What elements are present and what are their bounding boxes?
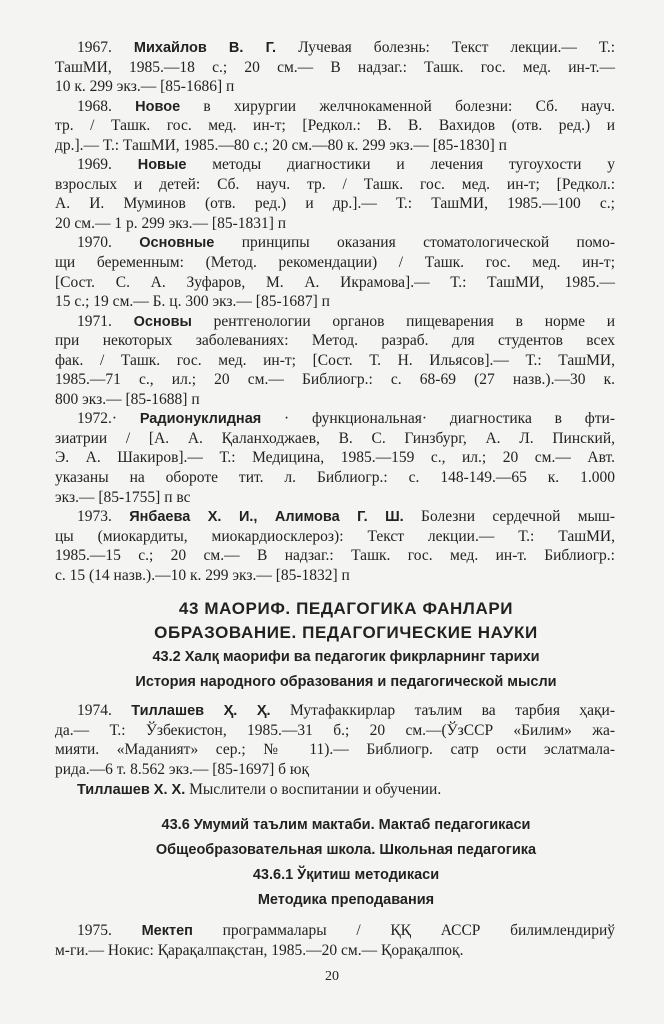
- bibliography-entry: [55, 38, 615, 97]
- entry-line: [55, 780, 615, 800]
- entry-line: [55, 312, 615, 332]
- entry-text: в хирургии желчнокаменной болезни: Сб. науч.: [180, 97, 615, 115]
- entry-text: щи беременным: (Метод. рекомендации) / Ташк. гос. мед. ин-т;: [55, 254, 615, 272]
- entry-text: 1970.: [77, 234, 140, 252]
- entry-text: [Сост. С. А. Зуфаров, М. А. Икрамова].— Т.: ТашМИ, 1985.—: [55, 273, 615, 291]
- entry-heading-text: Основные: [139, 235, 215, 252]
- entry-heading-text: Тиллашев Х. Х.: [77, 781, 186, 798]
- entry-line: [55, 155, 615, 175]
- entry-line: [55, 546, 615, 566]
- entry-line: [55, 429, 615, 449]
- entry-text: Лучевая болезнь: Текст лекции.— Т.:: [276, 39, 615, 56]
- entry-line: [55, 97, 615, 117]
- entry-text: ТашМИ, 1985.—18 с.; 20 см.— В надзаг.: Ташк. гос. мед. ин-т.—: [55, 58, 615, 76]
- entry-text: фак. / Ташк. гос. мед. ин-т; [Сост. Т. Н. Ильясов].— Т.: ТашМИ,: [55, 351, 615, 369]
- entry-heading-text: Янбаева Х. И., Алимова Г. Ш.: [129, 509, 404, 526]
- entry-text: Мутафаккирлар таълим ва тарбия ҳақи-: [270, 702, 615, 720]
- bibliography-entry: [55, 97, 615, 156]
- entry-text: 1975.: [77, 922, 142, 940]
- entry-text: Болезни сердечной мыш-: [403, 508, 616, 526]
- entry-text: 1974.: [77, 702, 132, 720]
- entry-line: [55, 233, 615, 253]
- entry-text: указаны на обороте тит. л. Библиогр.: с. 148-149.—65 к. 1.000: [55, 469, 615, 487]
- entry-text: 15 с.; 19 см.— Б. ц. 300 экз.— [85-1687] п: [55, 293, 330, 311]
- entry-text: 1985.—15 с.; 20 см.— В надзаг.: Ташк. гос. мед. ин-т. Библиогр.:: [55, 547, 615, 565]
- entry-line: [55, 566, 615, 586]
- entry-line: [55, 77, 615, 97]
- entry-line: [55, 740, 615, 760]
- entry-line: [55, 38, 615, 58]
- entry-line: [55, 214, 615, 234]
- entry-text: 1985.—71 с., ил.; 20 см.— Библиогр.: с. 68-69 (27 назв.).—30 к.: [55, 371, 615, 389]
- entry-text: 1968.: [77, 97, 136, 115]
- entry-line: [55, 331, 615, 351]
- entry-text: Мыслители о воспитании и обучении.: [185, 780, 442, 798]
- bibliography-page: [55, 38, 615, 960]
- entry-line: [55, 292, 615, 312]
- entry-text: 1972.·: [77, 410, 140, 428]
- entry-heading-text: Новое: [135, 98, 181, 115]
- entry-text: др.].— Т.: ТашМИ, 1985.—80 с.; 20 см.—80 к. 299 экз.— [85-1830] п: [55, 136, 507, 154]
- entry-line: [55, 760, 615, 780]
- entry-line: [55, 448, 615, 468]
- subsection-title: 43.6.1 Ўқитиш методикаси: [252, 867, 440, 884]
- bibliography-entry: [55, 409, 615, 507]
- entry-line: [55, 175, 615, 195]
- entry-line: [55, 468, 615, 488]
- entry-text: рида.—6 т. 8.562 экз.— [85-1697] б юқ: [55, 760, 310, 778]
- entry-text: А. И. Муминов (отв. ред.) и др.].— Т.: ТашМИ, 1985.—100 с.;: [55, 195, 615, 213]
- entry-text: 1967.: [77, 39, 134, 56]
- entry-text: методы диагностики и лечения тугоухости у: [186, 156, 616, 174]
- subsection-title: Общеобразовательная школа. Школьная педагогика: [155, 842, 537, 859]
- entry-line: [55, 136, 615, 156]
- entry-line: [55, 721, 615, 741]
- entry-text: 10 к. 299 экз.— [85-1686] п: [55, 78, 235, 96]
- bibliography-entry: [55, 507, 615, 585]
- entry-heading-text: Основы: [133, 313, 192, 330]
- page-number: 20: [325, 969, 339, 984]
- entry-line: [55, 527, 615, 547]
- entry-text: 20 см.— 1 р. 299 экз.— [85-1831] п: [55, 214, 287, 232]
- entry-text: мияти. «Маданият» сер.; № 11).— Библиогр. сатр ости эслатмала-: [55, 741, 615, 759]
- entry-line: [55, 58, 615, 78]
- entry-line: [55, 370, 615, 390]
- entry-text: 800 экз.— [85-1688] п: [55, 390, 200, 408]
- entry-text: при некоторых заболеваниях: Метод. разраб. для студентов всех: [55, 332, 615, 350]
- entry-text: с. 15 (14 назв.).—10 к. 299 экз.— [85-1832] п: [55, 566, 350, 584]
- entry-heading-text: Новые: [137, 157, 187, 174]
- entry-text: да.— Т.: Ўзбекистон, 1985.—31 б.; 20 см.—(ЎзССР «Билим» жа-: [55, 721, 615, 739]
- entry-heading-text: Тиллашев Ҳ. Ҳ.: [131, 703, 271, 720]
- entry-text: 1969.: [77, 156, 138, 174]
- entry-line: [55, 273, 615, 293]
- entry-line: [55, 351, 615, 371]
- entry-text: · функциональная· диагностика в фти-: [261, 410, 615, 428]
- entry-heading-text: Михайлов В. Г.: [133, 40, 277, 56]
- subsection-title: 43.6 Умумий таълим мактаби. Мактаб педагогикаси: [161, 817, 531, 834]
- bibliography-entry: [55, 155, 615, 233]
- bibliography-entry: [55, 312, 615, 410]
- entry-text: 1973.: [77, 508, 130, 526]
- entry-text: 1971.: [77, 312, 134, 330]
- entry-line: [55, 701, 615, 721]
- bibliography-entry: [55, 921, 615, 960]
- entry-line: [55, 921, 615, 941]
- entry-line: [55, 941, 615, 961]
- entry-text: Э. А. Шакиров].— Т.: Медицина, 1985.—159 с., ил.; 20 см.— Авт.: [55, 449, 615, 467]
- entry-heading-text: Мектеп: [141, 923, 193, 940]
- entry-heading-text: Радионуклидная: [139, 411, 262, 428]
- subsection-title: Методика преподавания: [257, 892, 435, 909]
- entry-line: [55, 507, 615, 527]
- entry-line: [55, 194, 615, 214]
- entry-text: цы (миокардиты, миокардиосклероз): Текст лекции.— Т.: ТашМИ,: [55, 527, 615, 545]
- entry-text: взрослых и детей: Сб. науч. тр. / Ташк. гос. мед. ин-т; [Редкол.:: [55, 175, 615, 193]
- entry-line: [55, 390, 615, 410]
- entry-text: рентгенологии органов пищеварения в норме и: [191, 312, 615, 330]
- subsection-title: История народного образования и педагогической мысли: [135, 674, 557, 691]
- entry-line: [55, 488, 615, 508]
- bibliography-entry: [55, 233, 615, 311]
- entry-text: программалары / ҚҚ АССР билимлендириў: [192, 922, 615, 940]
- subsection-title: 43.2 Халқ маорифи ва педагогик фикрларнинг тарихи: [152, 649, 540, 666]
- bibliography-entry: [55, 780, 615, 800]
- entry-line: [55, 116, 615, 136]
- bibliography-entry: [55, 701, 615, 779]
- entry-text: зиатрии / [А. А. Қаланходжаев, В. С. Гинзбург, А. Л. Пинский,: [55, 429, 615, 447]
- entry-text: тр. / Ташк. гос. мед. ин-т; [Редкол.: В. В. Вахидов (отв. ред.) и: [55, 117, 615, 135]
- entry-line: [55, 253, 615, 273]
- section-title: ОБРАЗОВАНИЕ. ПЕДАГОГИЧЕСКИЕ НАУКИ: [154, 623, 538, 643]
- entry-line: [55, 409, 615, 429]
- entry-text: экз.— [85-1755] п вс: [55, 488, 191, 506]
- entry-text: принципы оказания стоматологической помо-: [214, 234, 615, 252]
- entry-text: м-ги.— Нокис: Қарақалпақстан, 1985.—20 см.— Қорақалпоқ.: [55, 941, 464, 959]
- section-title: 43 МАОРИФ. ПЕДАГОГИКА ФАНЛАРИ: [178, 599, 514, 619]
